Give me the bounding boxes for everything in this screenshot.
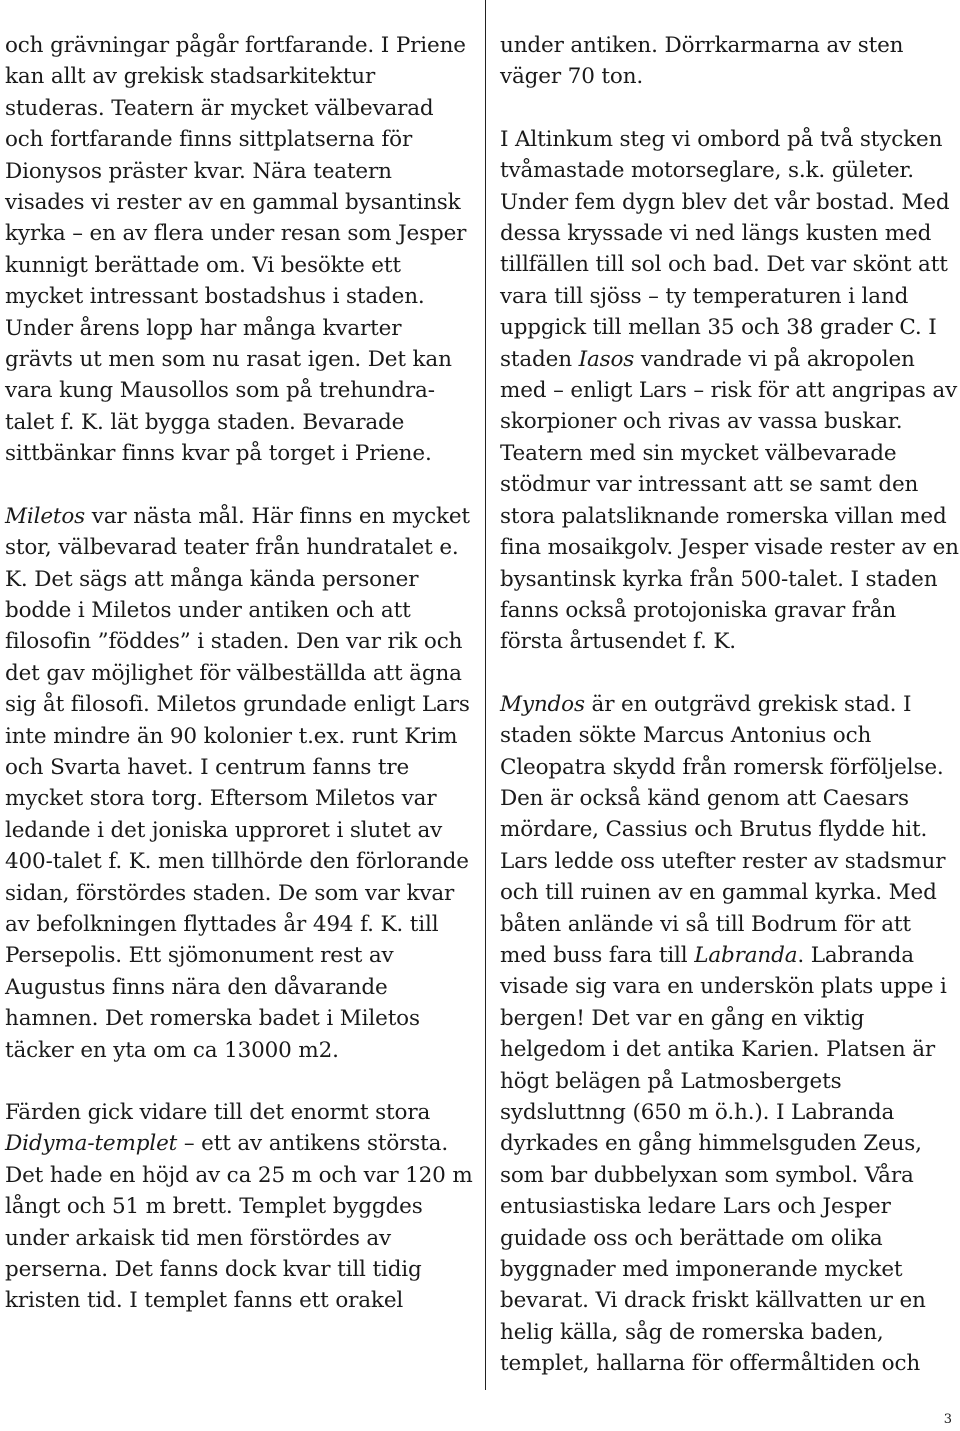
paragraph — [500, 30, 960, 93]
text-span: och grävningar pågår fortfarande. I Priene kan allt av grekisk stadsarkitektur studeras. Teatern är mycket välbevarad och fortfarande finns sittplatserna för Dionysos präster kvar. Nära teatern visades vi rester av en gammal bysantinsk kyrka – en av flera under resan som Jesper kunnigt berättade om. Vi besökte ett mycket intressant bostadshus i staden. Under årens lopp har många kvarter grävts ut men som nu rasat igen. Det kan vara kung Mausollos som på trehundra-talet f. K. lät bygga staden. Bevarade sittbänkar finns kvar på torget i Priene. — [5, 33, 467, 467]
paragraph — [500, 689, 960, 1380]
text-span: . Labranda visade sig vara en underskön plats uppe i bergen! Det var en gång en viktig helgedom i det antika Karien. Platsen är högt belägen på Latmosbergets sydsluttnng (650 m ö.h.). I Labranda dyrkades en gång himmelsguden Zeus, som bar dubbelyxan som symbol. Våra entusiastiska ledare Lars och Jesper guidade oss och berättade om olika byggnader med imponerande mycket bevarat. Vi drack friskt källvatten ur en helig källa, såg de romerska baden, templet, hallarna för offermåltiden och — [500, 942, 947, 1377]
text-span: – ett av antikens största. Det hade en höjd av ca 25 m och var 120 m långt och 51 m brett. Templet byggdes under arkaisk tid men förstördes av perserna. Det fanns dock kvar till tidig kristen tid. I templet fanns ett orakel — [5, 1131, 473, 1314]
text-span: I Altinkum steg vi ombord på två stycken tvåmastade motorseglare, s.k. gületer. Under fem dygn blev det vår bostad. Med dessa kryssade vi ned längs kusten med tillfällen till sol och bad. Det var skönt att vara till sjöss – ty temperaturen i land uppgick till mellan 35 och 38 grader C. I staden — [500, 126, 950, 372]
paragraph — [5, 30, 475, 470]
text-span: är en outgrävd grekisk stad. I staden sökte Marcus Antonius och Cleopatra skydd från romersk förföljelse. Den är också känd genom att Caesars mördare, Cassius och Brutus flydde hit. Lars ledde oss utefter rester av stadsmur och till ruinen av en gammal kyrka. Med båten anlände vi så till Bodrum för att med buss fara till — [500, 691, 946, 968]
left-column — [5, 30, 475, 1317]
page-number: 3 — [943, 1412, 952, 1427]
text-span: vandrade vi på akropolen med – enligt Lars – risk för att angripas av skorpioner och rivas av vassa buskar. Teatern med sin mycket välbevarade stödmur var intressant att se samt den stora palatsliknande romerska villan med fina mosaikgolv. Jesper visade rester av en bysantinsk kyrka från 500-talet. I staden fanns också protojoniska gravar från första årtusendet f. K. — [500, 346, 959, 655]
text-span: var nästa mål. Här finns en mycket stor, välbevarad teater från hundratalet e. K. Det sägs att många kända personer bodde i Miletos under antiken och att filosofin ”föddes” i staden. Den var rik och det gav möjlighet för välbeställda att ägna sig åt filosofi. Miletos grundade enligt Lars inte mindre än 90 kolonier t.ex. runt Krim och Svarta havet. I centrum fanns tre mycket stora torg. Eftersom Miletos var ledande i det joniska upproret i slutet av 400-talet f. K. men tillhörde den förlorande sidan, förstördes staden. De som var kvar av befolkningen flyttades år 494 f. K. till Persepolis. Ett sjömonument rest av Augustus finns nära den dåvarande hamnen. Det romerska badet i Miletos täcker en yta om ca 13000 m2. — [5, 503, 470, 1063]
italic-place-name: Myndos — [500, 691, 585, 717]
text-span: under antiken. Dörrkarmarna av sten väger 70 ton. — [500, 33, 904, 90]
column-divider — [485, 0, 486, 1390]
text-span: Färden gick vidare till det enormt stora — [5, 1100, 431, 1125]
italic-place-name: Miletos — [5, 503, 86, 529]
paragraph — [500, 124, 960, 658]
italic-place-name: Iasos — [578, 346, 635, 372]
right-column — [500, 30, 960, 1380]
paragraph — [5, 1097, 475, 1317]
italic-place-name: Didyma-templet — [5, 1131, 178, 1157]
italic-place-name: Labranda — [694, 942, 798, 968]
paragraph — [5, 501, 475, 1066]
